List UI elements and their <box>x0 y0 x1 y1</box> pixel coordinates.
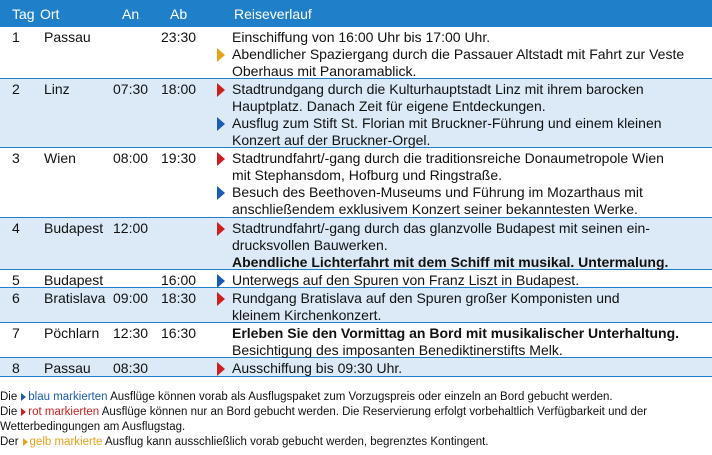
day-number: 4 <box>12 220 20 236</box>
itinerary-item <box>217 325 707 342</box>
itinerary-item <box>217 360 707 377</box>
itinerary-items <box>217 81 707 149</box>
itinerary-item <box>217 184 707 218</box>
day-number: 2 <box>12 81 20 97</box>
item-line: kleinem Kirchenkonzert. <box>232 307 382 323</box>
arrival-time: 08:30 <box>113 360 149 376</box>
itinerary-items <box>217 360 707 377</box>
arrival-time: 09:00 <box>113 290 149 306</box>
header-tag: Tag <box>12 6 35 22</box>
item-line: Besichtigung des imposanten Benediktinerstifts Melk. <box>232 342 563 358</box>
red-marker-icon <box>217 152 225 166</box>
arrival-time: 07:30 <box>113 81 149 97</box>
itinerary-items <box>217 220 707 271</box>
place: Passau <box>44 360 91 376</box>
item-line: Ausflug zum Stift St. Florian mit Bruckner-Führung und einem kleinen <box>232 115 662 131</box>
place: Wien <box>44 150 76 166</box>
item-line: Besuch des Beethoven-Museums und Führung im Mozarthaus mit <box>232 184 643 200</box>
item-line: Konzert auf der Bruckner-Orgel. <box>232 132 431 148</box>
header-reiseverlauf: Reiseverlauf <box>234 6 312 22</box>
item-line: Oberhaus mit Panoramablick. <box>232 63 417 79</box>
table-row <box>0 358 712 377</box>
itinerary-item <box>217 150 707 184</box>
table-row <box>0 148 712 218</box>
itinerary-item <box>217 342 707 359</box>
itinerary-item <box>217 46 707 80</box>
item-line: Ausschiffung bis 09:30 Uhr. <box>232 360 403 376</box>
header-an: An <box>122 6 140 22</box>
item-line: Abendliche Lichterfahrt mit dem Schiff mit musikal. Untermalung. <box>232 254 669 270</box>
itinerary-items <box>217 29 707 80</box>
red-marker-icon <box>21 408 26 416</box>
item-line: Erleben Sie den Vormittag an Bord mit musikalischer Unterhaltung. <box>232 325 680 341</box>
red-marker-icon <box>217 222 225 236</box>
departure-time: 16:00 <box>161 272 197 288</box>
gold-marker-icon <box>23 438 28 446</box>
itinerary-item <box>217 290 707 324</box>
header-ort: Ort <box>40 6 60 22</box>
table-row <box>0 270 712 288</box>
place: Budapest <box>44 220 104 236</box>
itinerary-items <box>217 290 707 324</box>
table-row <box>0 218 712 270</box>
place: Budapest <box>44 272 104 288</box>
table-row <box>0 27 712 79</box>
note-blue: Die blau markierten Ausflüge können vorab als Ausflugspaket zum Vorzugspreis oder einzeln an Bord gebucht werden. <box>0 391 613 403</box>
table-row <box>0 323 712 358</box>
itinerary-item <box>217 220 707 254</box>
arrival-time: 12:00 <box>113 220 149 236</box>
place: Linz <box>44 81 70 97</box>
legend-notes <box>0 390 712 450</box>
table-body <box>0 27 712 377</box>
itinerary-item <box>217 254 707 271</box>
header-ab: Ab <box>170 6 188 22</box>
table-row <box>0 288 712 323</box>
place: Passau <box>44 29 91 45</box>
itinerary-item <box>217 115 707 149</box>
blue-marker-icon <box>217 274 225 288</box>
item-line: mit Stephansdom, Hofburg und Ringstraße. <box>232 167 503 183</box>
item-line: Rundgang Bratislava auf den Spuren großer Komponisten und <box>232 290 620 306</box>
item-line: Stadtrundfahrt/-gang durch die traditionsreiche Donaumetropole Wien <box>232 150 664 166</box>
item-line: Stadtrundfahrt/-gang durch das glanzvolle Budapest mit seinen ein- <box>232 220 650 236</box>
departure-time: 18:30 <box>161 290 197 306</box>
itinerary-items <box>217 272 707 289</box>
place: Bratislava <box>44 290 106 306</box>
red-marker-icon <box>217 292 225 306</box>
blue-marker-icon <box>217 186 225 200</box>
day-number: 6 <box>12 290 20 306</box>
itinerary-item <box>217 29 707 46</box>
day-number: 3 <box>12 150 20 166</box>
table-row <box>0 79 712 148</box>
item-line: Unterwegs auf den Spuren von Franz Liszt in Budapest. <box>232 272 580 288</box>
gold-marker-icon <box>217 48 225 62</box>
item-line: Hauptplatz. Danach Zeit für eigene Entdeckungen. <box>232 98 546 114</box>
departure-time: 16:30 <box>161 325 197 341</box>
item-line: Abendlicher Spaziergang durch die Passauer Altstadt mit Fahrt zur Veste <box>232 46 685 62</box>
item-line: drucksvollen Bauwerken. <box>232 237 388 253</box>
itinerary-items <box>217 325 707 359</box>
note-red-line2: Wetterbedingungen am Ausflugstag. <box>0 421 186 433</box>
itinerary-item <box>217 272 707 289</box>
note-red: Die rot markierten Ausflüge können nur an Bord gebucht werden. Die Reservierung erfolgt vorbehaltlich Verfügbarkeit und der <box>0 406 648 418</box>
note-gold: Der gelb markierte Ausflug kann ausschließlich vorab gebucht werden, begrenztes Kontingent. <box>0 436 489 448</box>
red-marker-icon <box>217 83 225 97</box>
red-marker-icon <box>217 362 225 376</box>
blue-marker-icon <box>217 117 225 131</box>
itinerary-items <box>217 150 707 218</box>
day-number: 5 <box>12 272 20 288</box>
departure-time: 19:30 <box>161 150 197 166</box>
table-header <box>0 0 712 27</box>
departure-time: 18:00 <box>161 81 197 97</box>
arrival-time: 12:30 <box>113 325 149 341</box>
day-number: 7 <box>12 325 20 341</box>
day-number: 1 <box>12 29 20 45</box>
item-line: Stadtrundgang durch die Kulturhauptstadt Linz mit ihrem barocken <box>232 81 644 97</box>
item-line: Einschiffung von 16:00 Uhr bis 17:00 Uhr. <box>232 29 491 45</box>
blue-marker-icon <box>21 393 26 401</box>
departure-time: 23:30 <box>161 29 197 45</box>
itinerary-item <box>217 81 707 115</box>
item-line: anschließendem exklusivem Konzert seiner bekanntesten Werke. <box>232 201 638 217</box>
day-number: 8 <box>12 360 20 376</box>
place: Pöchlarn <box>44 325 100 341</box>
arrival-time: 08:00 <box>113 150 149 166</box>
